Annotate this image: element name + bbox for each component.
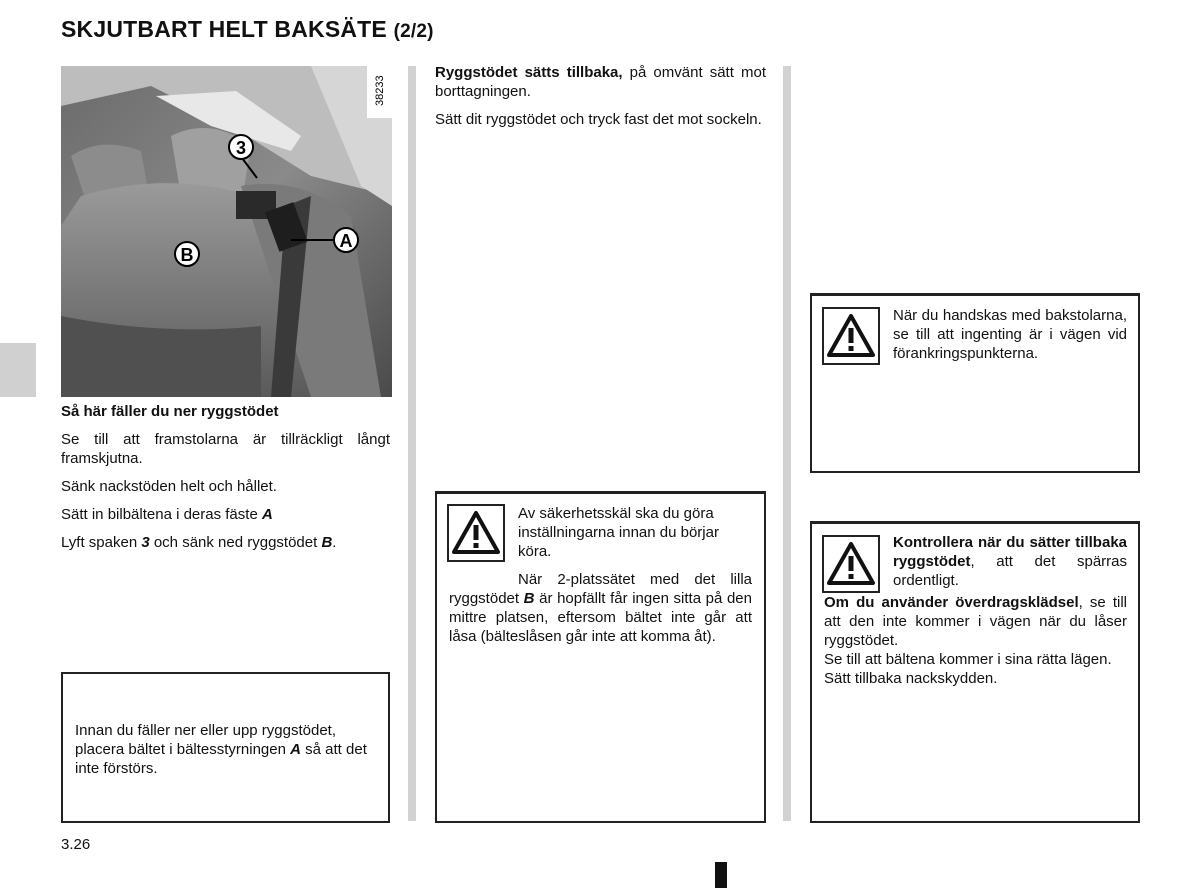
- warning-middle-line2: När 2-platssätet med det lilla ryggstödet B är hopfällt får ingen sitta på den mittre platsen, eftersom bältet inte går att låsa (bälteslåsen går inte att komma åt).: [449, 571, 752, 645]
- figure-ref-number: 38233: [374, 75, 386, 106]
- paragraph-front-seats: Se till att framstolarna är tillräckligt långt framskjutna.: [61, 431, 390, 467]
- note-text: Innan du fäller ner eller upp ryggstödet, placera bältet i bältesstyrningen A så att det inte förstörs.: [75, 722, 367, 777]
- warning-box-right-top: [810, 293, 1140, 473]
- warning-middle-line1: Av säkerhetsskäl ska du göra inställningarna innan du börjar köra.: [518, 505, 719, 560]
- warning-triangle-icon: [822, 307, 880, 365]
- paragraph-lever: Lyft spaken 3 och sänk ned ryggstödet B.: [61, 534, 337, 551]
- title-text: SKJUTBART HELT BAKSÄTE: [61, 16, 387, 42]
- warning-triangle-icon: [822, 535, 880, 593]
- section-heading: Så här fäller du ner ryggstödet: [61, 403, 279, 420]
- chapter-tab: [0, 343, 36, 397]
- middle-column-text: [435, 63, 766, 138]
- page-edge-marker: [715, 862, 727, 888]
- paragraph-press-down: Sätt dit ryggstödet och tryck fast det mot sockeln.: [435, 111, 762, 128]
- column-divider-right: [783, 66, 791, 821]
- column-divider-left: [408, 66, 416, 821]
- svg-text:B: B: [180, 245, 194, 265]
- svg-text:3: 3: [235, 138, 247, 158]
- warning-right-bottom-rest: Om du använder överdragsklädsel, se till att den inte kommer i vägen när du låser ryggstödet. Se till att bältena kommer i sina rätta lägen. Sätt tillbaka nackskydden.: [824, 594, 1127, 687]
- callout-3: [229, 135, 253, 159]
- paragraph-reattach: Ryggstödet sätts tillbaka, på omvänt sätt mot borttagningen.: [435, 64, 766, 100]
- seat-illustration: [61, 66, 392, 397]
- warning-right-top-text: När du handskas med bakstolarna, se till att ingenting är i vägen vid förankringspunkterna.: [893, 307, 1127, 362]
- title-part: (2/2): [393, 21, 434, 42]
- warning-triangle-icon: [447, 504, 505, 562]
- page-title: [61, 16, 434, 43]
- paragraph-headrests: Sänk nackstöden helt och hållet.: [61, 478, 277, 495]
- callout-a: [334, 228, 358, 252]
- warning-right-bottom-intro: Kontrollera när du sätter tillbaka ryggstödet, att det spärras ordentligt.: [893, 534, 1127, 589]
- svg-text:A: A: [339, 231, 353, 251]
- note-box: [61, 672, 390, 823]
- warning-box-right-bottom: [810, 521, 1140, 823]
- warning-box-middle: [435, 491, 766, 823]
- left-column-text: [61, 402, 390, 561]
- callout-b: [175, 242, 199, 266]
- paragraph-seatbelts: Sätt in bilbältena i deras fäste A: [61, 506, 273, 523]
- page-number: 3.26: [61, 836, 91, 853]
